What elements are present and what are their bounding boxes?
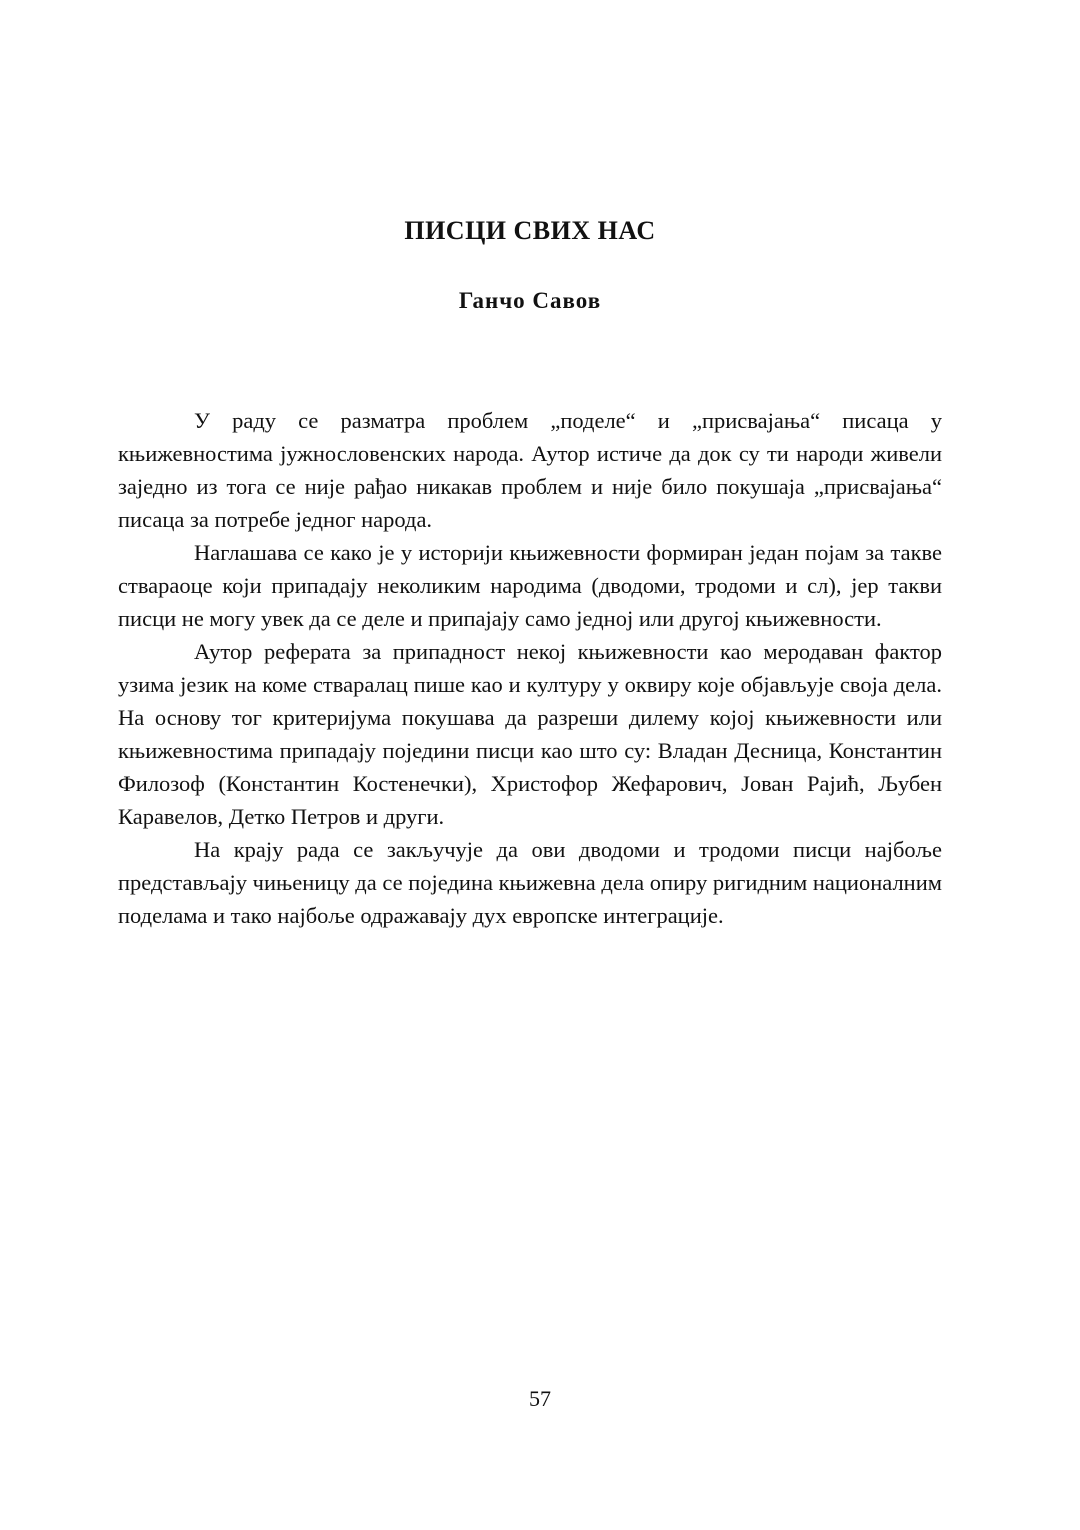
- page-title: ПИСЦИ СВИХ НАС: [404, 216, 656, 245]
- paragraph: На крају рада се закључује да ови дводоми и тродоми писци најбоље представљају чињеницу да се поједина књижевна дела опиру ригидним националним поделама и тако најбоље одражавају дух европске интеграције.: [118, 837, 942, 928]
- paragraph: Наглашава се како је у историји књижевности формиран један појам за такве ствараоце који припадају неколиким народима (дводоми, тродоми и сл), јер такви писци не могу увек да се деле и припајају само једној или другој књижевности.: [118, 540, 942, 631]
- paragraph: У раду се разматра проблем „поделе“ и „присвајања“ писаца у књижевностима јужнословенских народа. Аутор истиче да док су ти народи живели заједно из тога се није рађао никакав проблем и није било покушаја „присвајања“ писаца за потребе једног народа.: [118, 408, 942, 532]
- paragraph: Аутор реферата за припадност некој књижевности као меродаван фактор узима језик на коме стваралац пише као и културу у оквиру које објављује своја дела. На основу тог критеријума покушава да разреши дилему којој књижевности или књижевностима припадају поједини писци као што су: Владан Десница, Константин Филозоф (Константин Костенечки), Христофор Жефарович, Јован Рајић, Љубен Каравелов, Детко Петров и други.: [118, 639, 942, 829]
- page-number: 57: [529, 1386, 551, 1411]
- abstract-body: [118, 404, 942, 932]
- author-name: Ганчо Савов: [458, 288, 602, 313]
